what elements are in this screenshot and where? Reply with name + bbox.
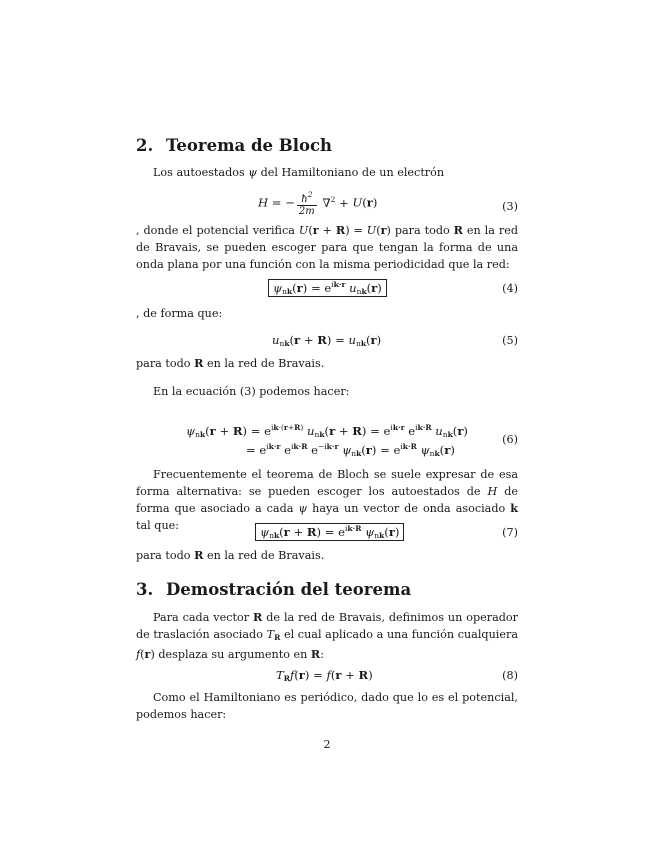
equation-number-5: (5) (502, 334, 518, 347)
equation-5: $u_{nk}(r + R) = u_{nk}(r)$ (272, 333, 382, 348)
section-heading-bloch (136, 136, 332, 155)
equation-number-4: (4) (502, 282, 518, 295)
equation-number-3: (3) (502, 200, 518, 213)
equation-4: $\psi_{nk}(r) = e^{ik\cdot r}$ $u_{nk}(r)$ (268, 280, 387, 296)
equation-3: H = − $\frac{ħ^2}{2m}$ ∇$^2$ + U(r) (258, 190, 378, 217)
equation-6-line-1: $\psi_{nk}(r + R) = e^{ik\cdot(r+R)}$ $u_{nk}(r + R) = e^{ik\cdot r}$ $e^{ik\cdot R}$ $u_{nk}(r)$ (186, 423, 468, 439)
paragraph-6: Frecuentemente el teorema de Bloch se suele expresar de esa forma alternativa: se pueden escoger los autoestados de H de forma que asociado a cada ψ haya un vector de onda asociado k tal que: (136, 468, 519, 532)
section-number: 3. (136, 580, 154, 599)
paragraph-9: Como el Hamiltoniano es periódico, dado que lo es el potencial, podemos hacer: (136, 691, 518, 721)
section-number: 2. (136, 136, 154, 155)
page-number: 2 (323, 738, 331, 751)
equation-number-6: (6) (502, 433, 518, 446)
equation-number-8: (8) (502, 669, 518, 682)
paragraph-5: En la ecuación (3) podemos hacer: (153, 385, 350, 398)
paragraph-8: Para cada vector R de la red de Bravais, definimos un operador de traslación asociado $T_R$ el cual aplicado a una función cualquiera f(r) desplaza su argumento en R: (136, 610, 518, 661)
paragraph-3: , de forma que: (136, 307, 223, 320)
section-title: Teorema de Bloch (166, 136, 333, 155)
equation-8: $T_Rf(r) = f(r + R)$ (276, 668, 373, 683)
paragraph-2: , donde el potencial verifica U(r + R) = U(r) para todo R en la red de Bravais, se pueden escoger para que tengan la forma de una onda plana por una función con la misma periodicidad que la red: (136, 223, 518, 271)
section-title: Demostración del teorema (166, 580, 412, 599)
section-heading-demostracion (136, 580, 411, 599)
paragraph-1: Los autoestados ψ del Hamiltoniano de un electrón (153, 166, 445, 179)
paragraph-4: para todo R en la red de Bravais. (136, 356, 325, 370)
equation-number-7: (7) (502, 526, 518, 539)
equation-7: $\psi_{nk}(r + R) = e^{ik\cdot R}$ $\psi_{nk}(r)$ (255, 524, 404, 540)
equation-6-line-2: = $e^{ik\cdot r}$ $e^{ik\cdot R}$ $e^{-ik\cdot r}$ $\psi_{nk}(r) = e^{ik\cdot R}$ $\psi_{nk}(r)$ (246, 442, 455, 458)
paragraph-7: para todo R en la red de Bravais. (136, 548, 325, 562)
